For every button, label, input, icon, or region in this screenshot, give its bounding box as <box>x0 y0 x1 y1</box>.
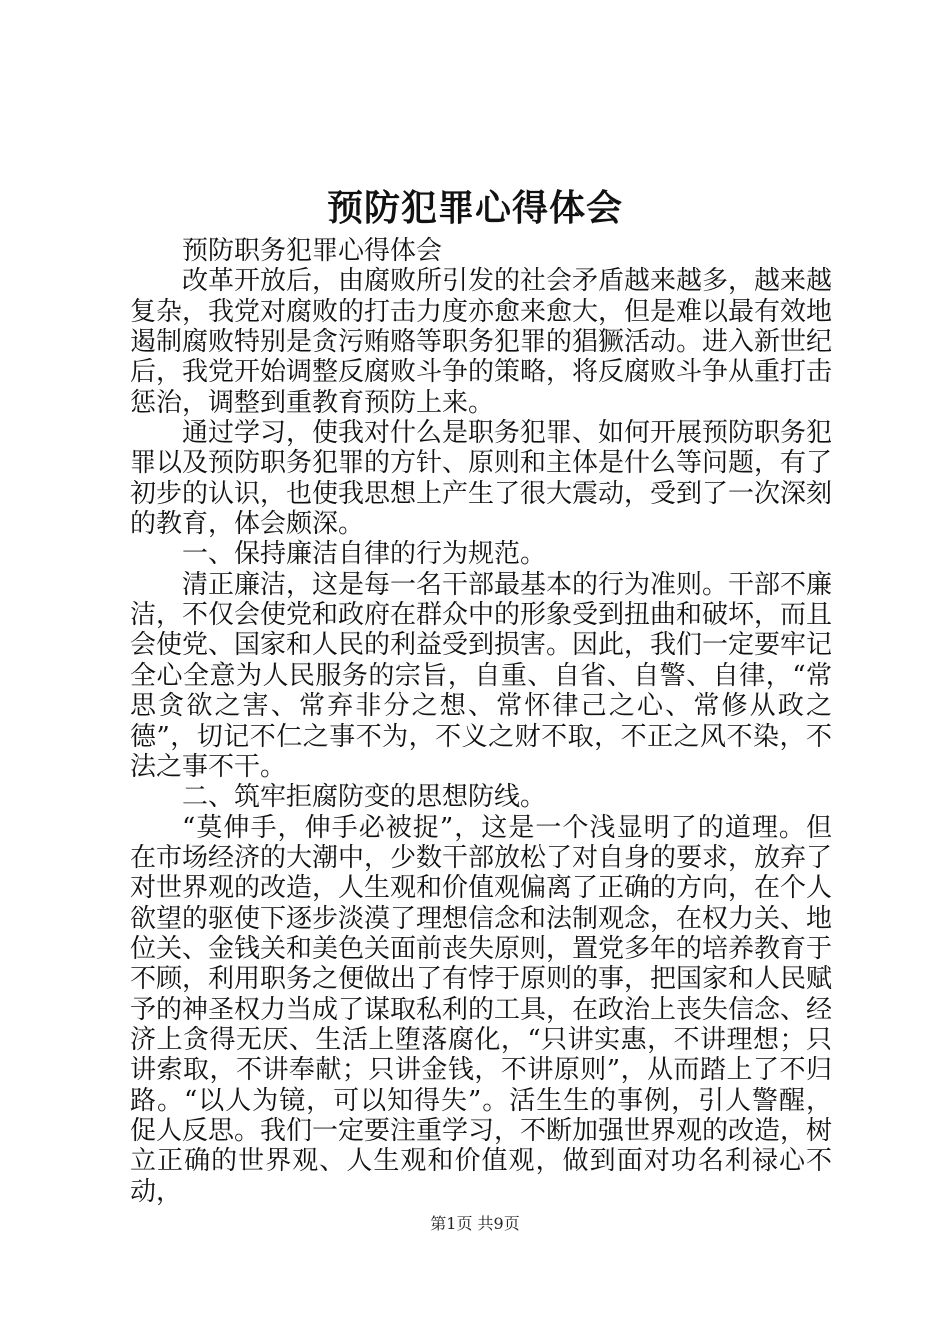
paragraph-subtitle: 预防职务犯罪心得体会 <box>182 236 443 266</box>
paragraph: 清正廉洁，这是每一名干部最基本的行为准则。干部不廉洁，不仅会使党和政府在群众中的形象受到扭曲和破坏，而且会使党、国家和人民的利益受到损害。因此，我们一定要牢记全心全意为人民服务的宗旨，自重、自省、自警、自律，“常思贪欲之害、常弃非分之想、常怀律己之心、常修从政之德”，切记不仁之事不为，不义之财不取，不正之风不染，不法之事不干。 <box>130 569 833 782</box>
section-heading: 一、保持廉洁自律的行为规范。 <box>182 539 547 570</box>
document-body <box>130 236 832 1207</box>
paragraph: 改革开放后，由腐败所引发的社会矛盾越来越多，越来越复杂，我党对腐败的打击力度亦愈来愈大，但是难以最有效地遏制腐败特别是贪污贿赂等职务犯罪的猖獗活动。进入新世纪后，我党开始调整反腐败斗争的策略，将反腐败斗争从重打击惩治，调整到重教育预防上来。 <box>130 266 833 418</box>
paragraph: 通过学习，使我对什么是职务犯罪、如何开展预防职务犯罪以及预防职务犯罪的方针、原则和主体是什么等问题，有了初步的认识，也使我思想上产生了很大震动，受到了一次深刻的教育，体会颇深。 <box>130 418 833 540</box>
document-title: 预防犯罪心得体会 <box>326 187 623 229</box>
page-number-footer: 第1页 共9页 <box>430 1214 520 1233</box>
section-heading: 二、筑牢拒腐防变的思想防线。 <box>182 782 547 813</box>
paragraph: “莫伸手，伸手必被捉”，这是一个浅显明了的道理。但在市场经济的大潮中，少数干部放松了对自身的要求，放弃了对世界观的改造，人生观和价值观偏离了正确的方向，在个人欲望的驱使下逐步淡漠了理想信念和法制观念，在权力关、地位关、金钱关和美色关面前丧失原则，置党多年的培养教育于不顾，利用职务之便做出了有悖于原则的事，把国家和人民赋予的神圣权力当成了谋取私利的工具，在政治上丧失信念、经济上贪得无厌、生活上堕落腐化，“只讲实惠，不讲理想；只讲索取，不讲奉献；只讲金钱，不讲原则”，从而踏上了不归路。“以人为镜，可以知得失”。活生生的事例，引人警醒，促人反思。我们一定要注重学习，不断加强世界观的改造，树立正确的世界观、人生观和价值观，做到面对功名利禄心不动， <box>130 812 833 1207</box>
